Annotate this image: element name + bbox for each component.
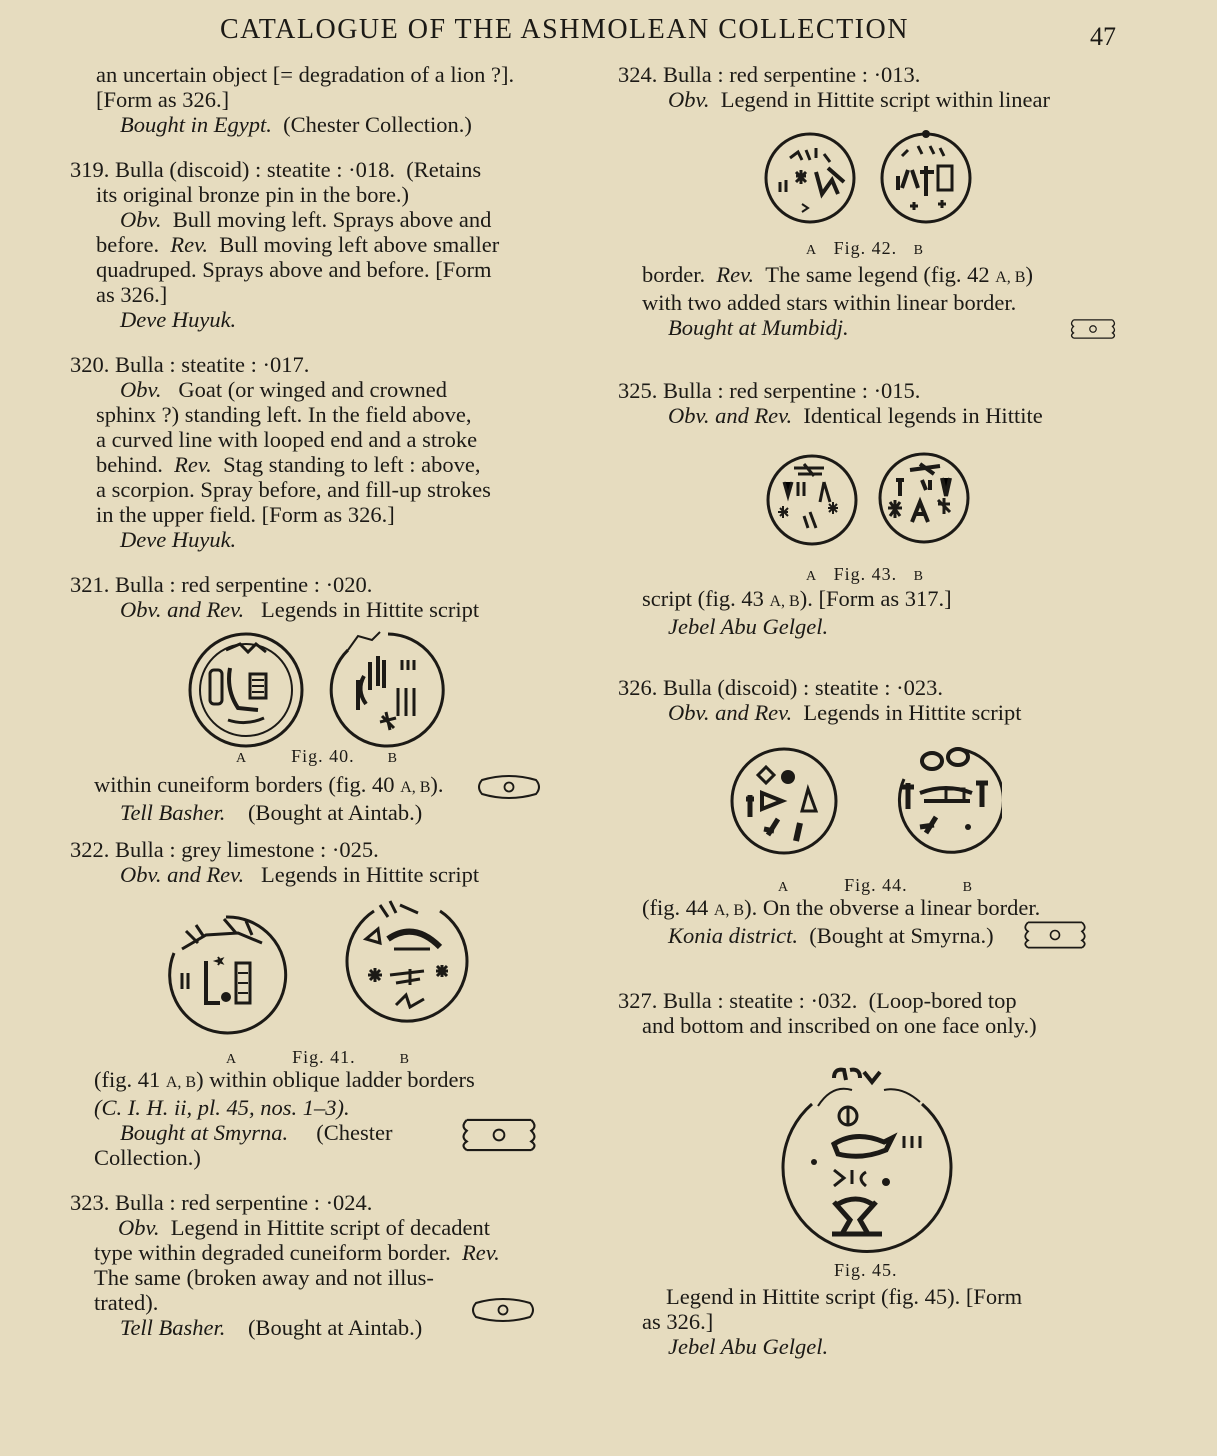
label-a: A (806, 243, 818, 258)
text-line (96, 207, 570, 232)
text-line (618, 403, 1122, 428)
text-span: Legend in Hittite script of decadent (170, 1215, 490, 1240)
page-header (0, 12, 1217, 52)
bought-text: Bought in Egypt. (120, 112, 272, 137)
entry-head (618, 988, 1122, 1013)
fig-ref: A, B (713, 902, 745, 919)
text-line (618, 87, 1122, 112)
entry-heading: Bulla : red serpentine : ·024. (115, 1190, 373, 1215)
entry-head (618, 675, 1122, 700)
form-box-icon (456, 1113, 542, 1157)
text-line: sphinx ?) standing left. In the field above, (96, 402, 472, 427)
figure-41 (70, 887, 570, 1067)
figure-43 (618, 428, 1122, 586)
text-span: type within degraded cuneiform border. (94, 1240, 451, 1265)
entry-number: 327. (618, 988, 658, 1013)
running-title: CATALOGUE OF THE ASHMOLEAN COLLECTION (220, 14, 909, 45)
label-b: B (387, 751, 398, 766)
bought-text: (Bought at Smyrna.) (809, 923, 994, 948)
text-line: trated). (94, 1290, 159, 1315)
obv-label: Obv. (668, 87, 710, 112)
text-line: and bottom and inscribed on one face only.) (642, 1013, 1037, 1038)
text-line: a curved line with looped end and a stroke (96, 427, 478, 452)
rev-label: Rev. (174, 452, 212, 477)
text-span: Goat (or winged and crowned (178, 377, 447, 402)
entry-heading: Bulla (discoid) : steatite : ·023. (663, 675, 943, 700)
figure-label: Fig. 45. (834, 1260, 898, 1280)
bought-text: (Bought at Aintab.) (247, 1315, 423, 1340)
label-b: B (962, 880, 973, 895)
seal-43a-drawing (764, 452, 860, 548)
text-line: Legend in Hittite script (fig. 45). [Form (666, 1284, 1023, 1309)
text-line (94, 1240, 570, 1265)
text-line (96, 377, 570, 402)
entry-head (70, 572, 570, 597)
source-text: Collection.) (94, 1145, 201, 1170)
findspot: Tell Basher. (120, 800, 226, 825)
text-span: ) (1025, 262, 1033, 287)
findspot: Jebel Abu Gelgel. (668, 1334, 829, 1359)
seal-41b (344, 899, 470, 1040)
entry-head (70, 157, 570, 182)
figure-42 (618, 112, 1122, 262)
seal-44a-drawing (728, 745, 840, 857)
text-line (642, 262, 1122, 290)
text-line (642, 586, 1122, 614)
entry-318-continuation (70, 62, 570, 137)
entry-319 (70, 157, 570, 332)
text-span: (fig. 41 (94, 1067, 161, 1092)
seal-42a (762, 130, 858, 231)
text-line (70, 597, 570, 622)
text-span: border. (642, 262, 706, 287)
seal-43a (764, 452, 860, 553)
text-span: ) within oblique ladder borders (196, 1067, 475, 1092)
seal-45 (772, 1064, 962, 1259)
figure-caption (834, 1258, 898, 1283)
text-line (94, 1215, 570, 1240)
provenance-line (96, 112, 570, 137)
left-column (70, 62, 570, 1340)
figure-label: Fig. 44. (844, 875, 908, 895)
obv-label: Obv. (120, 377, 162, 402)
obv-label: Obv. (120, 207, 162, 232)
fig-ref: A, B (165, 1074, 197, 1091)
text-span: (fig. 44 (642, 895, 709, 920)
seal-42b-drawing (878, 126, 974, 226)
text-span: Legends in Hittite script (261, 597, 480, 622)
text-line: its original bronze pin in the bore.) (96, 182, 410, 207)
figure-label: Fig. 43. (833, 564, 898, 584)
entry-325 (618, 378, 1122, 639)
figure-label: Fig. 42. (833, 238, 898, 258)
seal-44b-drawing (890, 739, 1002, 855)
figure-44 (618, 725, 1122, 895)
figure-45 (618, 1038, 1122, 1284)
text-line: as 326.] (96, 282, 168, 307)
text-span: Bull moving left above smaller (219, 232, 500, 257)
text-line: quadruped. Sprays above and before. [Form (96, 257, 492, 282)
form-bulla-icon (474, 770, 544, 804)
entry-326 (618, 675, 1122, 948)
entry-heading: Bulla : grey limestone : ·025. (115, 837, 379, 862)
seal-40b (328, 630, 448, 755)
bought-text: Bought at Mumbidj. (668, 315, 849, 340)
entry-320 (70, 352, 570, 552)
form-box-icon (1018, 917, 1092, 953)
text-span: within cuneiform borders (fig. 40 (94, 772, 395, 797)
text-span: Stag standing to left : above, (223, 452, 481, 477)
right-column (618, 62, 1122, 1359)
rev-label: Rev. (716, 262, 755, 287)
obvrev-label: Obv. and Rev. (120, 597, 245, 622)
text-span: ). On the obverse a linear border. (744, 895, 1041, 920)
obvrev-label: Obv. and Rev. (668, 403, 793, 428)
text-line: in the upper field. [Form as 326.] (96, 502, 395, 527)
seal-41a (166, 913, 290, 1042)
findspot: Deve Huyuk. (120, 527, 237, 552)
entry-heading: Bulla (discoid) : steatite : ·018. (115, 157, 395, 182)
text-line (96, 232, 570, 257)
text-line (94, 1067, 570, 1095)
seal-40a (186, 630, 306, 755)
entry-head (70, 352, 570, 377)
text-span: ). [Form as 317.] (799, 586, 952, 611)
label-a: A (806, 569, 818, 584)
text-line: a scorpion. Spray before, and fill-up strokes (96, 477, 491, 502)
text-span: behind. (96, 452, 163, 477)
label-b: B (913, 243, 924, 258)
entry-number: 326. (618, 675, 658, 700)
text-span: Legend in Hittite script within linear (720, 87, 1050, 112)
text-line: an uncertain object [= degradation of a lion ?]. (96, 62, 515, 87)
rev-label: Rev. (462, 1240, 500, 1265)
rev-label: Rev. (170, 232, 209, 257)
fig-ref: A, B (995, 269, 1026, 286)
seal-44a (728, 745, 840, 862)
reference-line: (C. I. H. ii, pl. 45, nos. 1–3). (94, 1095, 350, 1120)
entry-heading: Bulla : red serpentine : ·013. (663, 62, 921, 87)
obvrev-label: Obv. and Rev. (120, 862, 245, 887)
label-b: B (913, 569, 924, 584)
entry-heading: Bulla : red serpentine : ·015. (663, 378, 921, 403)
entry-number: 324. (618, 62, 658, 87)
text-span: (Loop-bored top (868, 988, 1017, 1013)
figure-label: Fig. 41. (292, 1047, 356, 1067)
seal-42a-drawing (762, 130, 858, 226)
entry-327 (618, 988, 1122, 1359)
source-text: (Chester Collection.) (283, 112, 472, 137)
entry-head (70, 837, 570, 862)
text-span: Bull moving left. Sprays above and (172, 207, 492, 232)
seal-42b (878, 126, 974, 231)
entry-heading: Bulla : steatite : ·032. (663, 988, 858, 1013)
entry-number: 322. (70, 837, 110, 862)
text-span: Legends in Hittite script (261, 862, 480, 887)
findspot: Konia district. (668, 923, 799, 948)
text-span: (Retains (406, 157, 482, 182)
form-bulla-icon (468, 1293, 538, 1327)
seal-40a-drawing (186, 630, 306, 750)
text-span: before. (96, 232, 160, 257)
seal-40b-drawing (328, 630, 448, 750)
fig-ref: A, B (400, 779, 431, 796)
seal-43b (876, 450, 972, 551)
bought-text: (Bought at Aintab.) (247, 800, 423, 825)
label-a: A (778, 880, 790, 895)
entry-heading: Bulla : steatite : ·017. (115, 352, 310, 377)
seal-41b-drawing (344, 899, 470, 1035)
text-span: script (fig. 43 (642, 586, 764, 611)
text-line: as 326.] (642, 1309, 714, 1334)
text-span: ). (430, 772, 444, 797)
text-line: [Form as 326.] (96, 87, 230, 112)
entry-321 (70, 572, 570, 825)
text-line (70, 862, 570, 887)
figure-caption (236, 744, 398, 771)
figure-caption (806, 236, 924, 263)
entry-head (618, 378, 1122, 403)
page-number: 47 (1090, 22, 1116, 51)
figure-label: Fig. 40. (291, 746, 355, 766)
findspot: Tell Basher. (120, 1315, 226, 1340)
text-span: Legends in Hittite script (803, 700, 1022, 725)
seal-41a-drawing (166, 913, 290, 1037)
entry-number: 320. (70, 352, 110, 377)
label-b: B (399, 1052, 410, 1067)
entry-heading: Bulla : red serpentine : ·020. (115, 572, 373, 597)
entry-number: 321. (70, 572, 110, 597)
findspot: Deve Huyuk. (120, 307, 237, 332)
text-line: The same (broken away and not illus- (94, 1265, 434, 1290)
entry-number: 325. (618, 378, 658, 403)
entry-head (70, 1190, 570, 1215)
figure-caption (806, 562, 924, 589)
entry-322 (70, 837, 570, 1170)
bought-text: Bought at Smyrna. (120, 1120, 289, 1145)
figure-40 (70, 622, 570, 772)
seal-45-drawing (772, 1064, 962, 1254)
obv-label: Obv. (118, 1215, 160, 1240)
findspot: Jebel Abu Gelgel. (668, 614, 829, 639)
source-text: (Chester (316, 1120, 393, 1145)
text-span: The same legend (fig. 42 (765, 262, 990, 287)
text-line (96, 452, 570, 477)
text-span: Identical legends in Hittite (803, 403, 1043, 428)
entry-323 (70, 1190, 570, 1340)
obvrev-label: Obv. and Rev. (668, 700, 793, 725)
seal-43b-drawing (876, 450, 972, 546)
form-box-icon (1066, 316, 1120, 342)
text-line: with two added stars within linear border. (642, 290, 1017, 315)
entry-number: 319. (70, 157, 110, 182)
seal-44b (890, 739, 1002, 860)
text-line (618, 700, 1122, 725)
label-a: A (236, 751, 248, 766)
entry-324 (618, 62, 1122, 340)
entry-head (618, 62, 1122, 87)
label-a: A (226, 1052, 238, 1067)
entry-number: 323. (70, 1190, 110, 1215)
fig-ref: A, B (769, 593, 800, 610)
